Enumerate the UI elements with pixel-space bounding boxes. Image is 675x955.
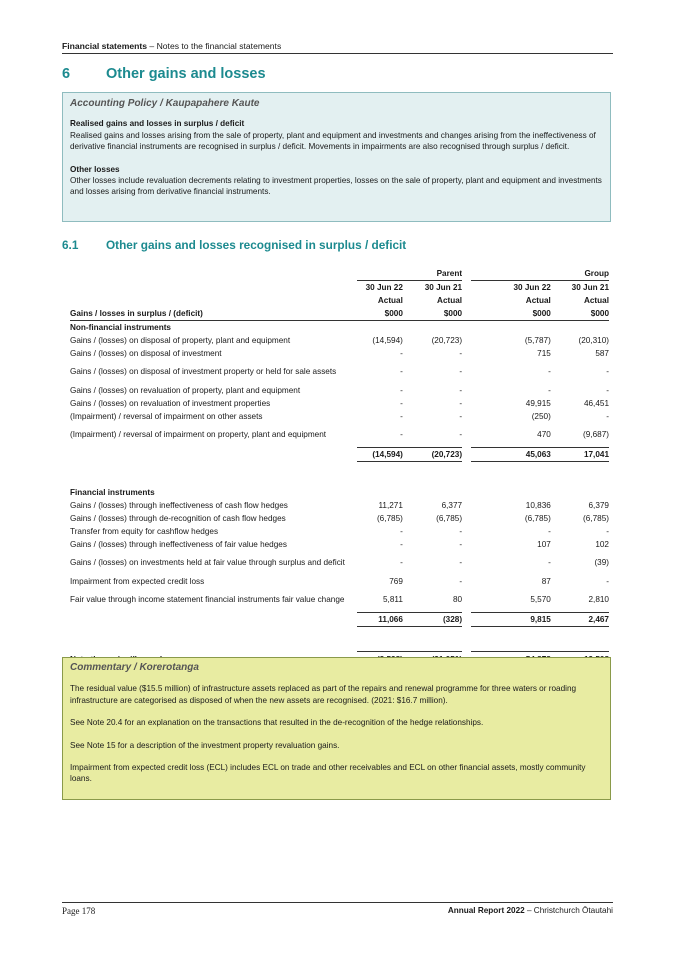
policy-text-other: Other losses include revaluation decrements relating to investment properties, losses on the sale of property, plant and equipment and investments and losses arising from derivative financial instruments. xyxy=(70,176,602,197)
spacer-row xyxy=(70,462,609,477)
cell-value: - xyxy=(400,526,403,536)
actual-header: Actual xyxy=(377,295,403,305)
row-label: Gains / (losses) on disposal of investment property or held for sale assets xyxy=(70,367,337,376)
unit-header: $000 xyxy=(590,308,609,318)
report-city: – Christchurch Ōtautahi xyxy=(524,906,613,915)
cell-value: - xyxy=(459,558,463,567)
cell-value: - xyxy=(400,558,403,567)
row-label: Gains / (losses) on disposal of investment xyxy=(70,348,222,358)
row-label: Gains / (losses) through de-recognition of cash flow hedges xyxy=(70,513,286,523)
cell-value: 107 xyxy=(537,539,551,549)
cell-value: 715 xyxy=(537,348,551,358)
row-label xyxy=(70,613,357,627)
commentary-paragraph: The residual value ($15.5 million) of infrastructure assets replaced as part of the repairs and renewal programme for three waters or roading infrastructure are categorised as disposed of when the new assets are recognised. (2021: $16.7 million). xyxy=(70,684,577,705)
total-value: (14,594) xyxy=(357,448,402,462)
unit-header: $000 xyxy=(384,308,403,318)
cell-value: 46,451 xyxy=(583,398,609,408)
table-row xyxy=(70,347,609,360)
cell-value: 5,570 xyxy=(530,595,551,604)
date-header: 30 Jun 21 xyxy=(551,281,609,295)
report-title xyxy=(448,906,613,915)
cell-value: - xyxy=(400,367,403,376)
table-row xyxy=(70,410,609,423)
cell-value: (20,723) xyxy=(431,335,463,345)
actual-header: Actual xyxy=(525,295,551,305)
table-row xyxy=(70,588,609,613)
row-label: Gains / (losses) on revaluation of property, plant and equipment xyxy=(70,385,301,395)
table-row xyxy=(70,512,609,525)
total-value: 9,815 xyxy=(471,613,551,627)
nonfinancial-heading: Non-financial instruments xyxy=(70,322,171,332)
cell-value: 10,836 xyxy=(525,500,551,510)
cell-value: - xyxy=(400,348,403,358)
cell-value: 587 xyxy=(595,348,609,358)
row-label: (Impairment) / reversal of impairment on property, plant and equipment xyxy=(70,430,327,440)
commentary-paragraph: See Note 20.4 for an explanation on the transactions that resulted in the de-recognition of the hedge relationships. xyxy=(70,718,484,728)
row-label xyxy=(70,448,357,462)
page-footer xyxy=(62,902,613,916)
cell-value: (6,785) xyxy=(524,513,551,523)
table-row xyxy=(70,334,609,347)
cell-value: - xyxy=(459,576,463,586)
row-label: Gains / (losses) through ineffectiveness of cash flow hedges xyxy=(70,500,288,510)
accounting-policy-box xyxy=(62,92,611,222)
total-value: 2,467 xyxy=(551,613,609,627)
cell-value: - xyxy=(459,411,463,421)
page-number: Page 178 xyxy=(62,906,96,916)
row-label: Transfer from equity for cashflow hedges xyxy=(70,526,219,536)
actual-header: Actual xyxy=(437,295,463,305)
row-label: Gains / (losses) on disposal of property, plant and equipment xyxy=(70,335,291,345)
cell-value: - xyxy=(400,411,403,421)
table-row xyxy=(70,499,609,512)
table-row xyxy=(70,384,609,397)
commentary-box xyxy=(62,657,611,800)
cell-value: 6,379 xyxy=(588,500,609,510)
cell-value: - xyxy=(606,576,609,586)
table-row xyxy=(70,397,609,410)
cell-value: 769 xyxy=(389,576,403,586)
commentary-paragraph: Impairment from expected credit loss (ECL) includes ECL on trade and other receivables and ECL on other financial assets, mostly community loans. xyxy=(70,763,586,784)
table-row xyxy=(70,551,609,575)
section-title: Other gains and losses xyxy=(106,66,266,82)
cell-value: (14,594) xyxy=(372,335,403,345)
table-row xyxy=(70,538,609,551)
cell-value: (250) xyxy=(531,411,551,421)
cell-value: (6,785) xyxy=(583,513,609,523)
subtotal-row xyxy=(70,448,609,462)
cell-value: 102 xyxy=(595,539,609,549)
table-row xyxy=(70,423,609,448)
row-label: Gains / (losses) on investments held at fair value through surplus and deficit xyxy=(70,558,345,567)
unit-header: $000 xyxy=(532,308,551,318)
actual-header: Actual xyxy=(583,295,609,305)
cell-value: - xyxy=(606,526,609,536)
report-name: Annual Report 2022 xyxy=(447,906,525,915)
table-caption: Gains / losses in surplus / (deficit) xyxy=(70,308,203,318)
cell-value: 11,271 xyxy=(378,500,403,510)
policy-title: Accounting Policy / Kaupapahere Kaute xyxy=(70,98,260,109)
table-row xyxy=(70,360,609,384)
cell-value: 6,377 xyxy=(441,500,463,510)
subsection-heading xyxy=(62,238,406,252)
commentary-paragraph: See Note 15 for a description of the investment property revaluation gains. xyxy=(70,740,340,750)
policy-subheading-other: Other losses xyxy=(70,164,120,174)
date-header: 30 Jun 22 xyxy=(357,281,402,295)
cell-value: (20,310) xyxy=(578,335,609,345)
cell-value: - xyxy=(459,385,463,395)
cell-value: 80 xyxy=(452,595,463,604)
cell-value: - xyxy=(548,558,551,567)
row-label: Impairment from expected credit loss xyxy=(70,576,205,586)
cell-value: (9,687) xyxy=(583,430,609,439)
date-header: 30 Jun 21 xyxy=(403,281,462,295)
row-label: Fair value through income statement financial instruments fair value change xyxy=(70,595,345,605)
row-label: Gains / (losses) on revaluation of investment properties xyxy=(70,398,271,408)
cell-value: - xyxy=(606,367,609,376)
section-row xyxy=(70,486,609,499)
total-value: (20,723) xyxy=(403,448,462,462)
parent-header: Parent xyxy=(436,268,463,278)
spacer-row xyxy=(70,627,609,642)
unit-header: $000 xyxy=(443,308,463,318)
cell-value: - xyxy=(459,348,463,358)
cell-value: (6,785) xyxy=(436,513,463,523)
cell-value: - xyxy=(548,385,551,395)
cell-value: - xyxy=(459,367,463,376)
cell-value: 49,915 xyxy=(525,398,551,408)
date-header: 30 Jun 22 xyxy=(471,281,551,295)
cell-value: - xyxy=(400,430,403,439)
row-label: (Impairment) / reversal of impairment on other assets xyxy=(70,411,263,421)
total-value: 17,041 xyxy=(551,448,609,462)
policy-text-realised: Realised gains and losses arising from the sale of property, plant and equipment and investments and changes arising from the ineffectiveness of derivative financial instruments are recognised in surplus / deficit. Movements in impairments are also recognised through surplus / deficit. xyxy=(70,130,596,152)
running-header xyxy=(62,41,613,54)
spacer-row xyxy=(70,641,609,652)
cell-value: 470 xyxy=(537,430,551,439)
cell-value: 5,811 xyxy=(383,595,403,604)
cell-value: - xyxy=(400,385,403,395)
cell-value: 87 xyxy=(541,576,551,586)
total-value: 11,066 xyxy=(357,613,402,627)
section-number: 6 xyxy=(62,66,71,82)
commentary-title: Commentary / Korerotanga xyxy=(70,662,199,673)
cell-value: - xyxy=(400,539,403,549)
cell-value: - xyxy=(459,539,463,549)
spacer-row xyxy=(70,476,609,486)
header-section: Financial statements xyxy=(62,41,148,51)
section-heading xyxy=(62,66,266,82)
cell-value: (5,787) xyxy=(524,335,551,345)
cell-value: (39) xyxy=(594,558,609,567)
cell-value: - xyxy=(606,385,609,395)
table-row xyxy=(70,575,609,588)
cell-value: (6,785) xyxy=(376,513,403,523)
cell-value: - xyxy=(606,411,609,421)
cell-value: - xyxy=(400,398,403,408)
row-label: Gains / (losses) through ineffectiveness of fair value hedges xyxy=(70,539,287,549)
total-value: (328) xyxy=(403,613,462,627)
table-row xyxy=(70,525,609,538)
cell-value: - xyxy=(548,526,551,536)
total-value: 45,063 xyxy=(471,448,551,462)
cell-value: - xyxy=(459,398,463,408)
cell-value: - xyxy=(548,367,551,376)
cell-value: - xyxy=(459,430,463,439)
subsection-number: 6.1 xyxy=(62,238,79,252)
gains-losses-table xyxy=(70,267,609,669)
header-subsection: – Notes to the financial statements xyxy=(147,41,282,51)
cell-value: - xyxy=(459,526,463,536)
subsection-title: Other gains and losses recognised in surplus / deficit xyxy=(106,238,407,252)
financial-heading: Financial instruments xyxy=(70,487,155,497)
policy-subheading-realised: Realised gains and losses in surplus / deficit xyxy=(70,119,245,129)
group-header: Group xyxy=(584,268,609,278)
subtotal-row xyxy=(70,613,609,627)
cell-value: 2,810 xyxy=(588,595,609,604)
